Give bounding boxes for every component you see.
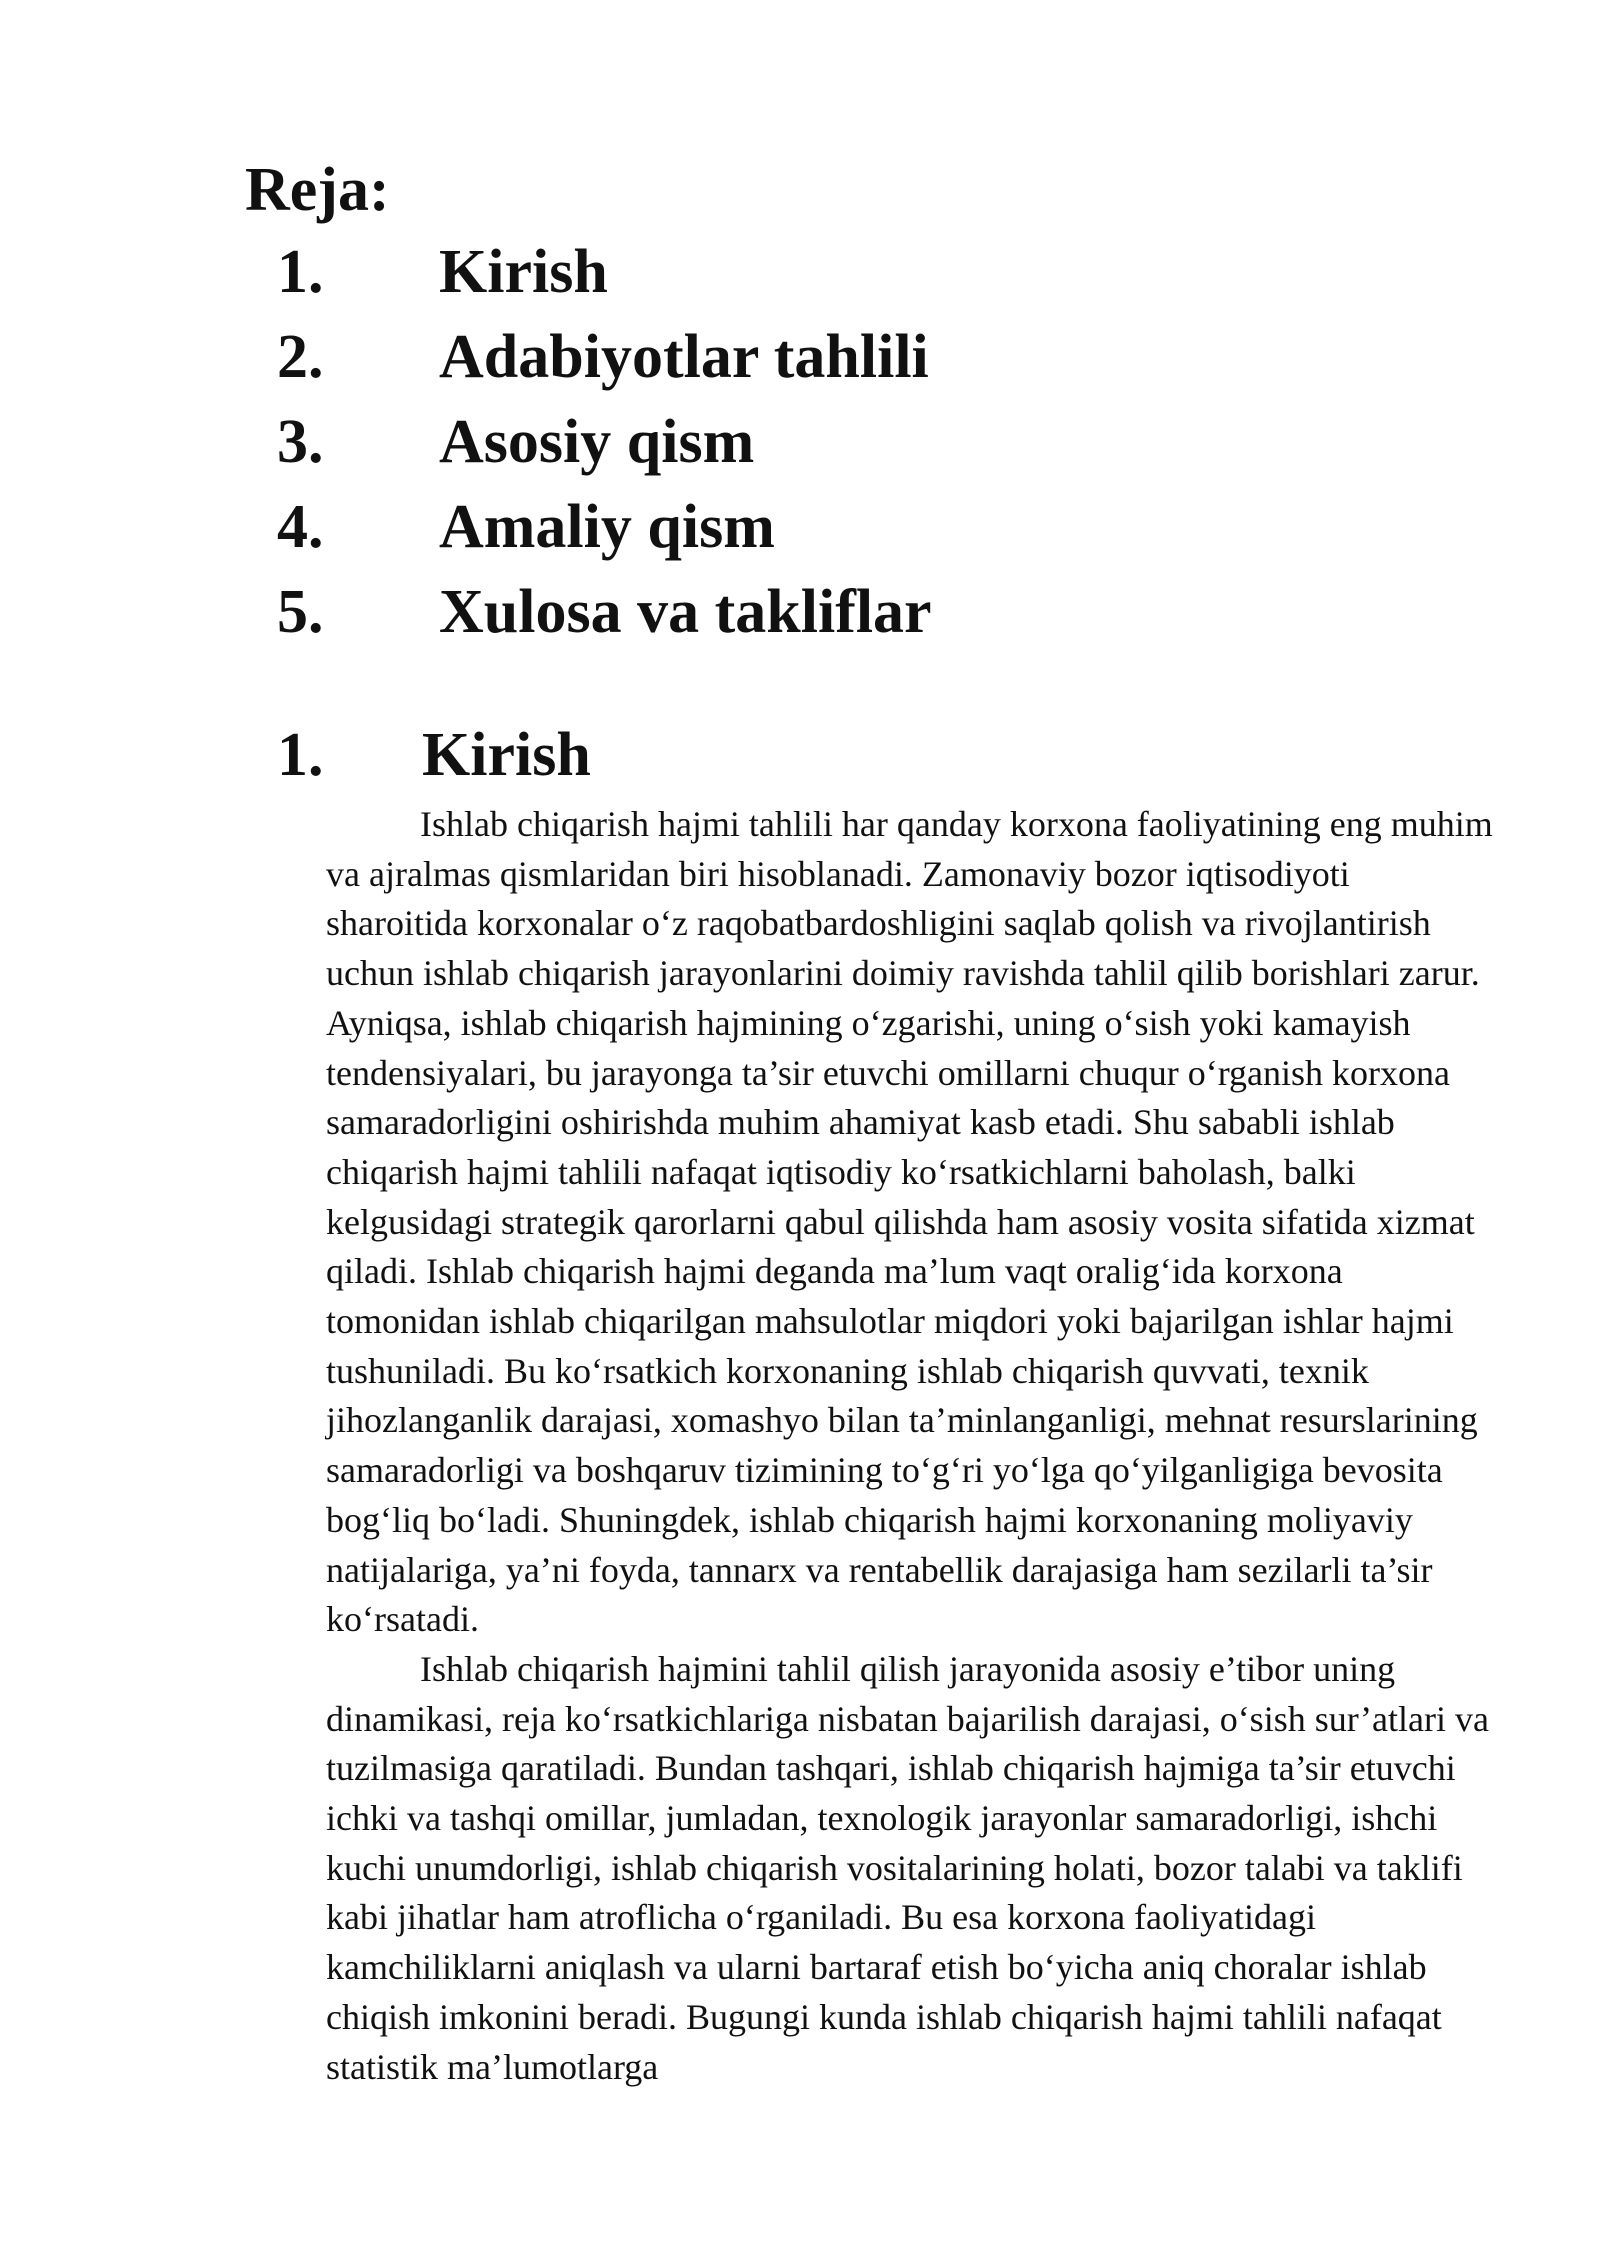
plan-item-label: Kirish [439, 238, 608, 306]
plan-item [277, 315, 932, 400]
plan-item-label: Amaliy qism [439, 493, 775, 561]
plan-item [277, 400, 932, 485]
plan-item-number: 4. [277, 493, 324, 561]
plan-item-label: Asosiy qism [439, 408, 755, 476]
section-title: Kirish [422, 720, 591, 789]
plan-item-number: 2. [277, 323, 324, 391]
section-number: 1. [277, 720, 324, 789]
plan-item-number: 5. [277, 578, 324, 646]
body-paragraph: Ishlab chiqarish hajmi tahlili har qanday korxona faoliyatining eng muhim va ajralmas qismlaridan biri hisoblanadi. Zamonaviy bozor iqtisodiyoti sharoitida korxonalar o‘z raqobatbardoshligini saqlab qolish va rivojlantirish uchun ishlab chiqarish jarayonlarini doimiy ravishda tahlil qilib borishlari zarur. Ayniqsa, ishlab chiqarish hajmining o‘zgarishi, uning o‘sish yoki kamayish tendensiyalari, bu jarayonga ta’sir etuvchi omillarni chuqur o‘rganish korxona samaradorligini oshirishda muhim ahamiyat kasb etadi. Shu sababli ishlab chiqarish hajmi tahlili nafaqat iqtisodiy ko‘rsatkichlarni baholash, balki kelgusidagi strategik qarorlarni qabul qilishda ham asosiy vosita sifatida xizmat qiladi. Ishlab chiqarish hajmi deganda ma’lum vaqt oralig‘ida korxona tomonidan ishlab chiqarilgan mahsulotlar miqdori yoki bajarilgan ishlar hajmi tushuniladi. Bu ko‘rsatkich korxonaning ishlab chiqarish quvvati, texnik jihozlanganlik darajasi, xomashyo bilan ta’minlanganligi, mehnat resurslarining samaradorligi va boshqaruv tizimining to‘g‘ri yo‘lga qo‘yilganligiga bevosita bog‘liq bo‘ladi. Shuningdek, ishlab chiqarish hajmi korxonaning moliyaviy natijalariga, ya’ni foyda, tannarx va rentabellik darajasiga ham sezilarli ta’sir ko‘rsatadi. [326, 804, 1493, 1640]
plan-item [277, 230, 932, 315]
plan-item [277, 570, 932, 655]
section-body [326, 800, 1496, 2092]
plan-item-label: Xulosa va takliflar [439, 578, 932, 646]
plan-heading: Reja: [245, 156, 390, 224]
body-paragraph: Ishlab chiqarish hajmini tahlil qilish jarayonida asosiy e’tibor uning dinamikasi, reja ko‘rsatkichlariga nisbatan bajarilish darajasi, o‘sish sur’atlari va tuzilmasiga qaratiladi. Bundan tashqari, ishlab chiqarish hajmiga ta’sir etuvchi ichki va tashqi omillar, jumladan, texnologik jarayonlar samaradorligi, ishchi kuchi unumdorligi, ishlab chiqarish vositalarining holati, bozor talabi va taklifi kabi jihatlar ham atroflicha o‘rganiladi. Bu esa korxona faoliyatidagi kamchiliklarni aniqlash va ularni bartaraf etish bo‘yicha aniq choralar ishlab chiqish imkonini beradi. Bugungi kunda ishlab chiqarish hajmi tahlili nafaqat statistik ma’lumotlarga [326, 1648, 1489, 2087]
plan-item-number: 3. [277, 408, 324, 476]
plan-item-number: 1. [277, 238, 324, 306]
plan-item [277, 485, 932, 570]
section-heading [277, 710, 591, 800]
plan-list [277, 230, 932, 655]
plan-item-label: Adabiyotlar tahlili [439, 323, 929, 391]
